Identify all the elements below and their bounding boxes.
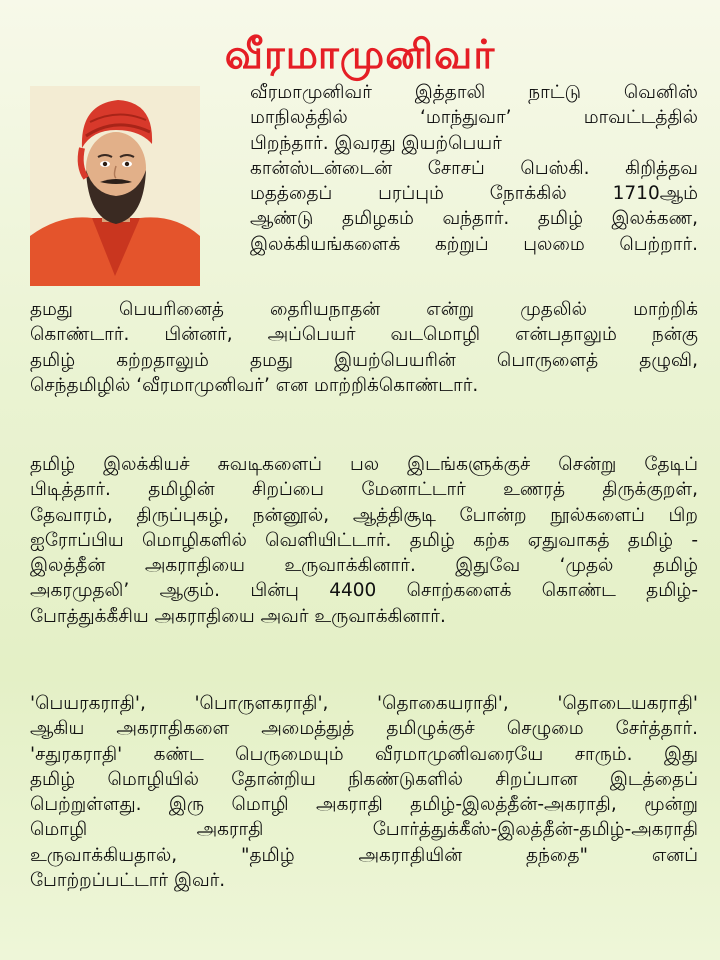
text-line: பெற்றுள்ளது. இரு மொழி அகராதி தமிழ்-இலத்தீன்-அகராதி, மூன்று [30, 794, 698, 816]
text-line: மதத்தைப் பரப்பும் நோக்கில் 1710ஆம் [250, 183, 698, 205]
text-line: இலக்கியங்களைக் கற்றுப் புலமை பெற்றார். [250, 233, 698, 255]
text-line: ஆகிய அகராதிகளை அமைத்துத் தமிழுக்குச் செழுமை சேர்த்தார். [30, 718, 698, 740]
text-line: ஐரோப்பிய மொழிகளில் வெளியிட்டார். தமிழ் கற்க ஏதுவாகத் தமிழ் - [30, 529, 698, 551]
intro-paragraph-side [250, 80, 698, 257]
paragraph-dictionary [30, 452, 698, 629]
text-line: போத்துக்கீசிய அகராதியை அவர் உருவாக்கினார். [30, 605, 446, 627]
text-line: உருவாக்கியதால், "தமிழ் அகராதியின் தந்தை" எனப் [30, 844, 698, 866]
text-line: தமது பெயரினைத் தைரியநாதன் என்று முதலில் மாற்றிக் [30, 299, 698, 320]
paragraph-lexicons [30, 691, 698, 893]
text-line: மாநிலத்தில் ‘மாந்துவா’ மாவட்டத்தில் [250, 107, 698, 129]
text-line: பிடித்தார். தமிழின் சிறப்பை மேனாட்டார் உணரத் திருக்குறள், [30, 479, 698, 501]
text-line: தேவாரம், திருப்புகழ், நன்னூல், ஆத்திசூடி போன்ற நூல்களைப் பிற [30, 504, 698, 526]
text-line: அகரமுதலி’ ஆகும். பின்பு 4400 சொற்களைக் கொண்ட தமிழ்- [30, 580, 698, 602]
text-line: தமிழ் மொழியில் தோன்றிய நிகண்டுகளில் சிறப்பான இடத்தைப் [30, 768, 698, 790]
text-line: கொண்டார். பின்னர், அப்பெயர் வடமொழி என்பதாலும் நன்கு [30, 324, 698, 346]
text-line: தமிழ் கற்றதாலும் தமது இயற்பெயரின் பொருளைத் தழுவி, [30, 349, 698, 371]
text-line: ஆண்டு தமிழகம் வந்தார். தமிழ் இலக்கண, [250, 208, 698, 230]
text-line: 'பெயரகராதி', 'பொருளகராதி', 'தொகையராதி', 'தொடையகராதி' [30, 693, 698, 714]
text-line: பிறந்தார். இவரது இயற்பெயர் [250, 132, 502, 154]
text-line: செந்தமிழில் ‘வீரமாமுனிவர்’ என மாற்றிக்கொண்டார். [30, 374, 479, 396]
page-title: வீரமாமுனிவர் [224, 30, 496, 78]
text-line: போற்றப்பட்டார் இவர். [30, 870, 226, 892]
text-line: இலத்தீன் அகராதியை உருவாக்கினார். இதுவே ‘முதல் தமிழ் [30, 555, 698, 577]
text-line: வீரமாமுனிவர் இத்தாலி நாட்டு வெனிஸ் [250, 82, 698, 103]
text-line: கான்ஸ்டன்டைன் சோசப் பெஸ்கி. கிறித்தவ [250, 157, 698, 179]
portrait-of-veeramamunivar-icon [30, 86, 200, 286]
text-line: 'சதுரகராதி' கண்ட பெருமையும் வீரமாமுனிவரையே சாரும். இது [30, 743, 698, 765]
text-line: தமிழ் இலக்கியச் சுவடிகளைப் பல இடங்களுக்குச் சென்று தேடிப் [30, 454, 698, 475]
intro-paragraph-continued [30, 297, 698, 398]
text-line: மொழி அகராதி போர்த்துக்கீஸ்-இலத்தீன்-தமிழ்-அகராதி [30, 819, 698, 841]
portrait-image [30, 86, 200, 286]
